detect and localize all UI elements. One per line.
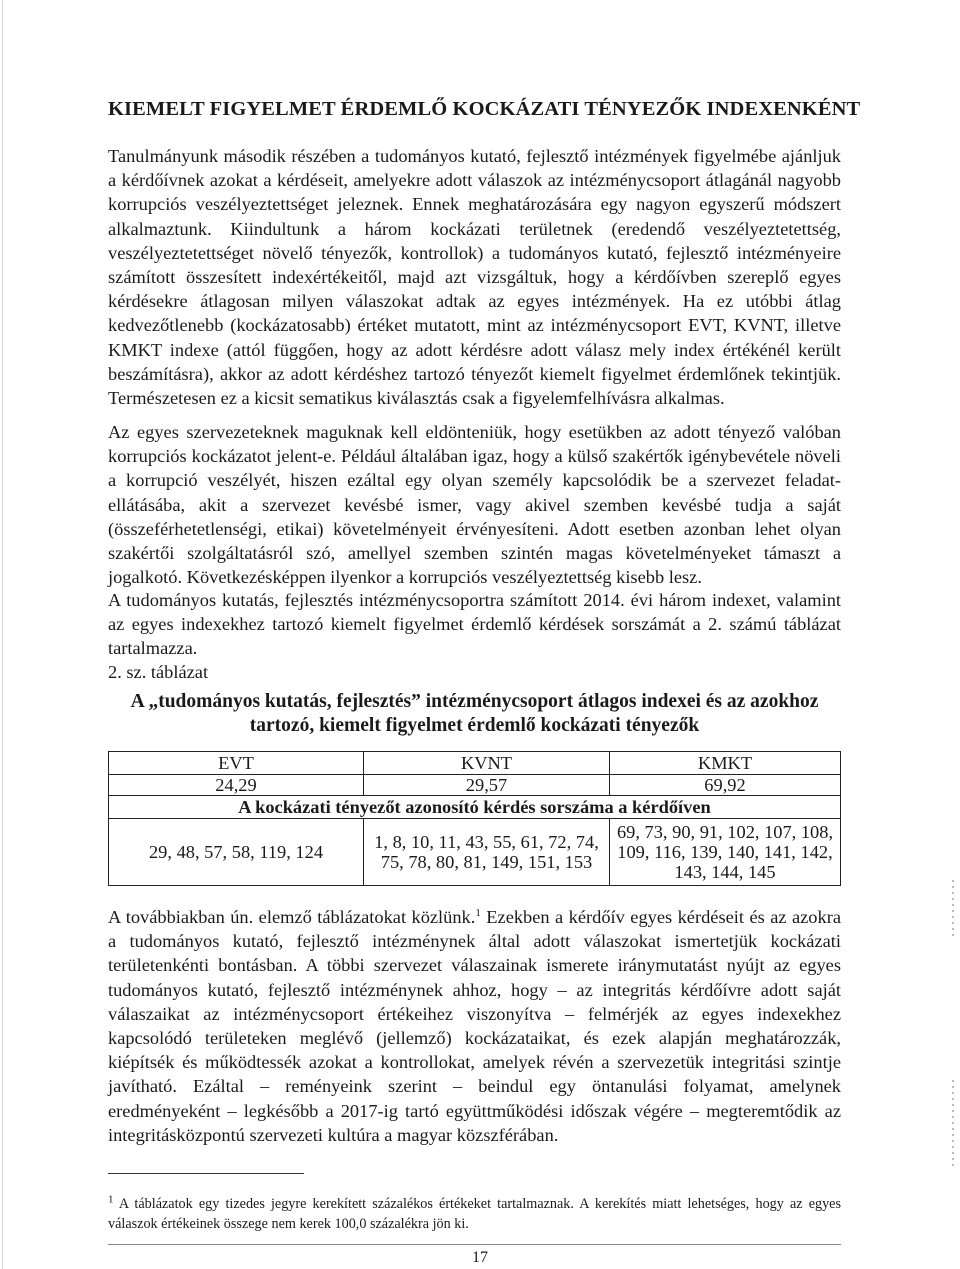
questions-kmkt: 69, 73, 90, 91, 102, 107, 108, 109, 116, 139, 140, 141, 142, 143, 144, 145 — [610, 819, 841, 886]
footnote-text: A táblázatok egy tizedes jegyre kerekített százalékos értékeket tartalmaznak. A kerekítés miatt lehetséges, hogy az egyes válaszok értékeinek összege nem kerek 100,0 százalékra jön ki. — [108, 1196, 841, 1232]
table-header-row — [109, 752, 841, 775]
scan-artifact — [952, 880, 954, 940]
table-title: A „tudományos kutatás, fejlesztés” intézménycsoport átlagos indexei és az azokhoz tartozó, kiemelt figyelmet érdemlő kockázati tényezők — [130, 691, 819, 736]
value-evt: 24,29 — [109, 775, 364, 796]
table-subheader-row — [109, 796, 841, 819]
page-divider — [108, 1244, 841, 1245]
header-kmkt: KMKT — [610, 752, 841, 775]
paragraph-analysis — [108, 905, 841, 1147]
value-kvnt: 29,57 — [364, 775, 610, 796]
page-number: 17 — [472, 1249, 488, 1266]
paragraph-table-reference: A tudományos kutatás, fejlesztés intézménycsoportra számított 2014. évi három indexet, valamint az egyes indexekhez tartozó kiemelt figyelmet érdemlő kérdések sorszámát a 2. számú táblázat tartalmazza. — [108, 590, 841, 659]
analysis-text-start: A továbbiakban ún. elemző táblázatokat közlünk. — [108, 907, 476, 927]
footnote-mark: 1 — [108, 1193, 114, 1206]
footnote-reference: 1 — [475, 906, 481, 919]
table-caption: 2. sz. táblázat — [108, 662, 209, 682]
analysis-text-rest: Ezekben a kérdőív egyes kérdéseit és az azokra a tudományos kutató, fejlesztő intézménynek által adott válaszokat ismertetjük kockázati területenkénti bontásban. A többi szervezet válaszainak ismerete iránymutatást nyújt az egyes tudományos kutató, fejlesztő intézménynek ahhoz, hogy – az integritás kérdőívre adott saját válaszaikat az intézménycsoport értékeihez viszonyítva – felmérjék az egyes indexekhez kapcsolódó területeken meglévő (jellemző) kockázataikat, és ezek alapján meghatározzák, kiépítsék és működtessék azokat a kontrollokat, amelyek révén a szervezetük integritási szintje javítható. Ezáltal – reményeink szerint – beindul egy öntanulási folyamat, amelynek eredményeként – legkésőbb a 2017-ig tartó együttműködési időszak végére – megteremtődik az integritásközpontú szervezeti kultúra a magyar közszférában. — [108, 907, 841, 1145]
footnote — [108, 1194, 841, 1234]
table-subheader: A kockázati tényezőt azonosító kérdés sorszáma a kérdőíven — [109, 796, 841, 819]
questions-evt: 29, 48, 57, 58, 119, 124 — [109, 819, 364, 886]
value-kmkt: 69,92 — [610, 775, 841, 796]
table-questions-row — [109, 819, 841, 886]
footnote-divider — [108, 1173, 304, 1174]
header-evt: EVT — [109, 752, 364, 775]
paragraph-intro: Tanulmányunk második részében a tudományos kutató, fejlesztő intézmények figyelmébe ajánljuk a kérdőívnek azokat a kérdéseit, amelyekre adott válaszok az intézménycsoport átlagánál nagyobb korrupciós veszélyeztettséget jeleznek. Ennek meghatározására egy nagyon egyszerű módszert alkalmaztunk. Kiindultunk a három kockázati területnek (eredendő veszélyeztetettség, veszélyeztetettséget növelő tényezők, kontrollok) a tudományos kutató, fejlesztő intézményeire számított összesített indexértékeitől, majd azt vizsgáltuk, hogy a kérdőívben szereplő egyes kérdésekre átlagosan milyen válaszokat adtak az egyes intézmények. Ha ez utóbbi átlag kedvezőtlenebb (kockázatosabb) értéket mutatott, mint az intézménycsoport EVT, KVNT, illetve KMKT indexe (attól függően, hogy az adott kérdésre adott válasz mely index értékénél került beszámításra), akkor az adott kérdéshez tartozó tényezőt kiemelt figyelmet érdemlőnek tekintjük. Természetesen ez a kicsit sematikus kiválasztás csak a figyelemfelhívásra alkalmas. — [108, 146, 841, 409]
scan-artifact — [952, 1080, 954, 1170]
questions-kvnt: 1, 8, 10, 11, 43, 55, 61, 72, 74, 75, 78, 80, 81, 149, 151, 153 — [364, 819, 610, 886]
section-heading: KIEMELT FIGYELMET ÉRDEMLŐ KOCKÁZATI TÉNYEZŐK INDEXENKÉNT — [108, 98, 861, 120]
table-values-row — [109, 775, 841, 796]
index-table — [108, 751, 841, 886]
paragraph-organizations: Az egyes szervezeteknek maguknak kell eldönteniük, hogy esetükben az adott tényező valóban korrupciós kockázatot jelent-e. Például általában igaz, hogy a külső szakértők igénybevétele növeli a korrupció veszélyét, hiszen ezáltal egy olyan személy kapcsolódik be a szervezet feladat-ellátásába, akit a szervezet kevésbé ismer, vagy akivel szemben kevésbé tudja a saját (összeférhetetlenségi, etikai) követelményeit érvényesíteni. Adott esetben azonban lehet olyan szakértői szolgáltatásról szó, amellyel szemben szintén magas követelményeket támaszt a jogalkotó. Következésképpen ilyenkor a korrupciós veszélyeztettség kisebb lesz. — [108, 422, 841, 588]
header-kvnt: KVNT — [364, 752, 610, 775]
scan-edge — [2, 0, 3, 1269]
